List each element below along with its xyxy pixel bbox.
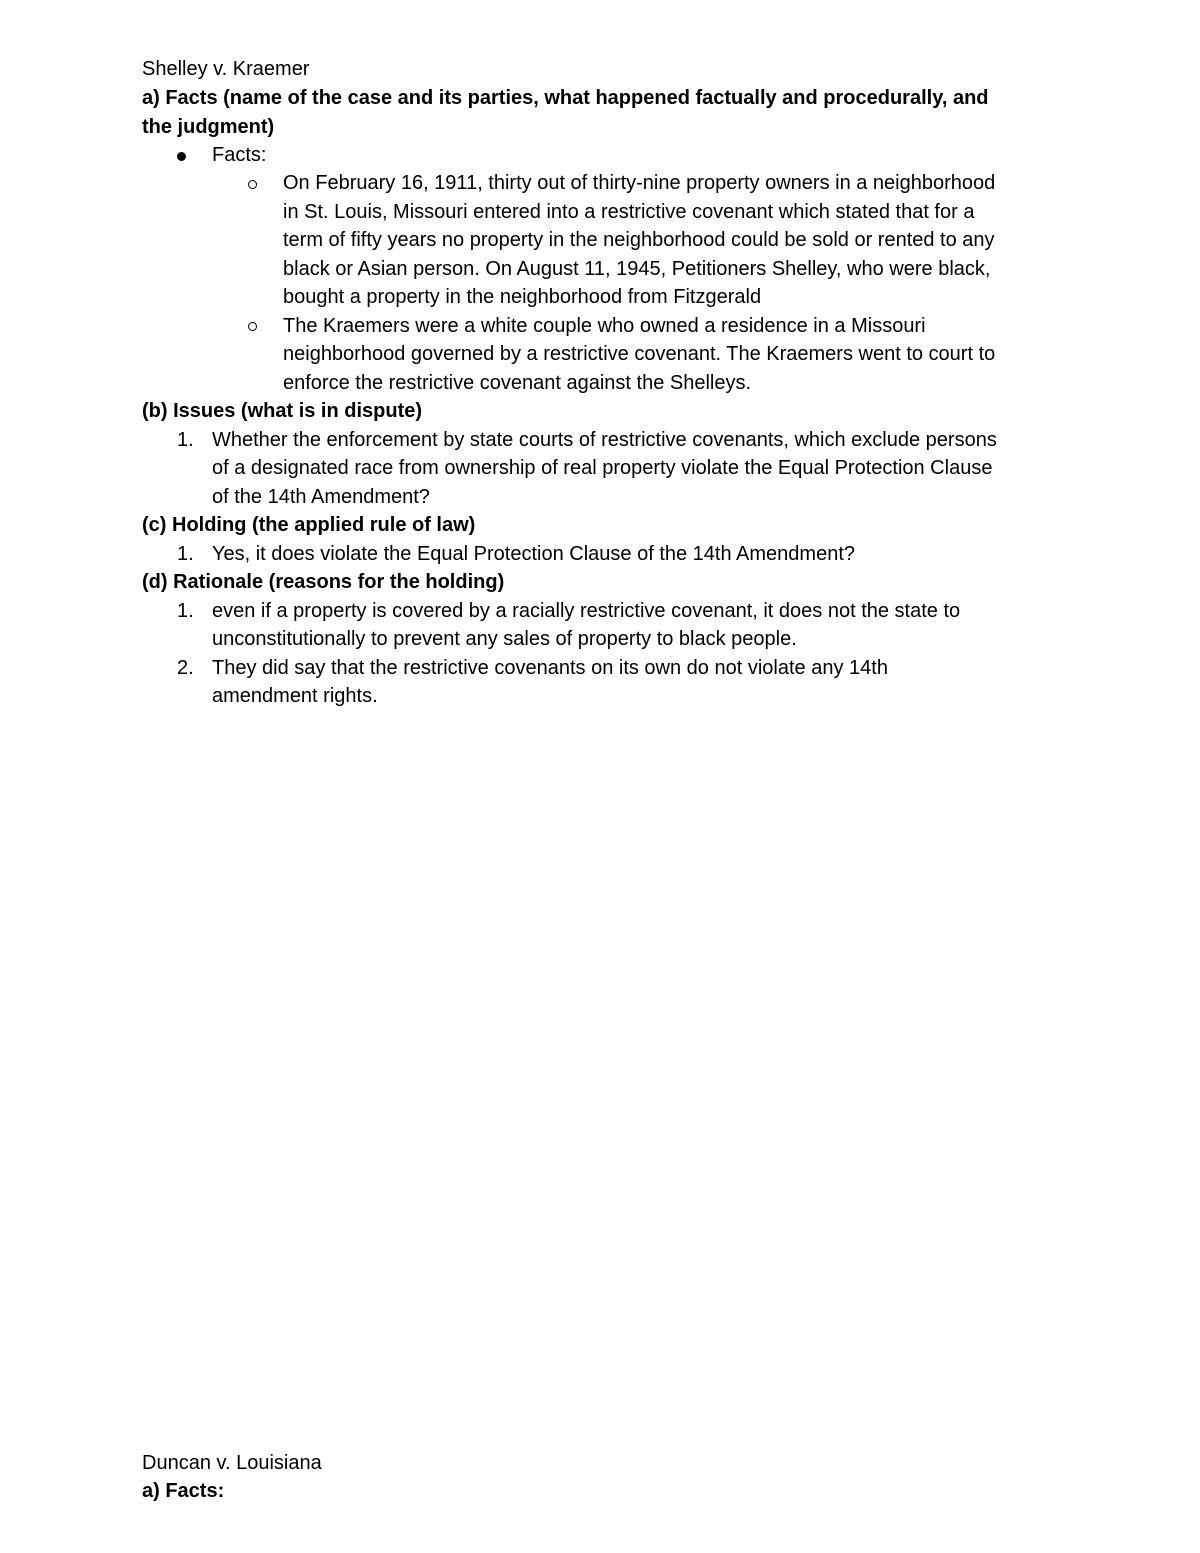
holding1-text: Yes, it does violate the Equal Protection Clause of the 14th Amendment? — [212, 543, 856, 565]
fact1-line: On February 16, 1911, thirty out of thirty-nine property owners in a neighborhood — [283, 172, 996, 194]
bullet-dot-icon — [177, 152, 186, 161]
fact1-line: term of fifty years no property in the neighborhood could be sold or rented to any — [283, 229, 995, 251]
rationale-heading: (d) Rationale (reasons for the holding) — [142, 571, 505, 593]
fact1-line: bought a property in the neighborhood from Fitzgerald — [283, 286, 762, 308]
facts-heading: a) Facts: — [142, 1480, 225, 1502]
facts-heading-line1: a) Facts (name of the case and its parties, what happened factually and procedurally, and — [142, 87, 989, 109]
holding-heading: (c) Holding (the applied rule of law) — [142, 514, 476, 536]
fact2-line: enforce the restrictive covenant against the Shelleys. — [283, 372, 752, 394]
fact2-line: neighborhood governed by a restrictive covenant. The Kraemers went to court to — [283, 343, 996, 365]
case-title: Shelley v. Kraemer — [142, 58, 310, 80]
issue-number: 1. — [177, 429, 194, 451]
fact2-line: The Kraemers were a white couple who owned a residence in a Missouri — [283, 315, 926, 337]
case-title: Duncan v. Louisiana — [142, 1452, 322, 1474]
fact1-line: black or Asian person. On August 11, 1945, Petitioners Shelley, who were black, — [283, 258, 991, 280]
rationale2-line: They did say that the restrictive covenants on its own do not violate any 14th — [212, 657, 888, 679]
bullet-circle-icon — [248, 322, 257, 331]
issue1-line: of a designated race from ownership of real property violate the Equal Protection Clause — [212, 457, 993, 479]
rationale2-line: amendment rights. — [212, 685, 378, 707]
issues-heading: (b) Issues (what is in dispute) — [142, 400, 423, 422]
holding-number: 1. — [177, 543, 194, 565]
rationale-number: 2. — [177, 657, 194, 679]
facts-heading-line2: the judgment) — [142, 116, 275, 138]
rationale-number: 1. — [177, 600, 194, 622]
fact1-line: in St. Louis, Missouri entered into a restrictive covenant which stated that for a — [283, 201, 975, 223]
rationale1-line: unconstitutionally to prevent any sales of property to black people. — [212, 628, 797, 650]
facts-bullet-label: Facts: — [212, 144, 267, 166]
rationale1-line: even if a property is covered by a racially restrictive covenant, it does not the state to — [212, 600, 961, 622]
issue1-line: of the 14th Amendment? — [212, 486, 430, 508]
bullet-circle-icon — [248, 180, 257, 189]
issue1-line: Whether the enforcement by state courts of restrictive covenants, which exclude persons — [212, 429, 997, 451]
